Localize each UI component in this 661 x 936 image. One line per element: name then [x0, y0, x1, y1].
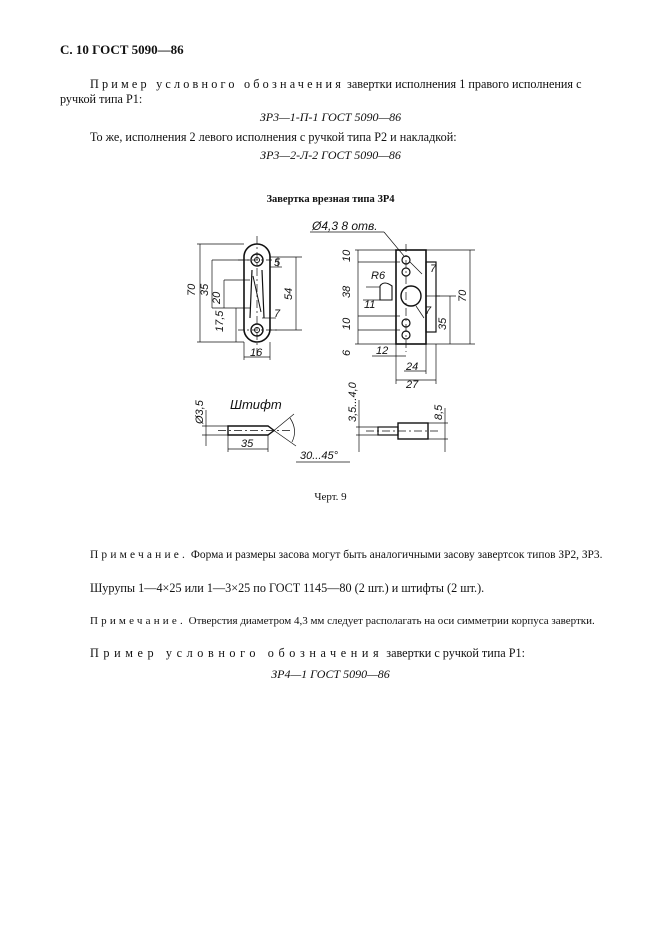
dim-6: 6: [341, 349, 353, 356]
dim-16: 16: [250, 347, 263, 359]
note-label: Примечание.: [90, 549, 189, 561]
example-paragraph-1-line2: ручкой типа Р1:: [60, 92, 143, 106]
spaced-term: Пример условного обозначения: [90, 77, 344, 91]
dim-35-left: 35: [199, 283, 211, 296]
dim-10-top: 10: [341, 249, 353, 262]
right-view-body: [380, 244, 436, 352]
example-paragraph-1: [90, 77, 581, 92]
designation-1: ЗР3—1-П-1 ГОСТ 5090—86: [259, 110, 402, 124]
dim-35-pin: 35: [241, 438, 254, 450]
dim-8-5: 8,5: [433, 404, 445, 420]
dim-17-5: 17,5: [214, 310, 226, 332]
dim-11: 11: [364, 299, 376, 311]
spaced-term: Пример условного обозначения: [90, 646, 384, 660]
dim-r6: R6: [371, 270, 386, 282]
right-view-dimensions: [310, 232, 475, 384]
hole-label: Ø4,3 8 отв.: [312, 219, 378, 233]
note-text: Форма и размеры засова могут быть аналогичными засову завертсок типов ЗР2, ЗР3.: [188, 549, 603, 561]
dim-12: 12: [376, 345, 389, 357]
dim-3-5-4-0: 3,5...4,0: [347, 382, 359, 422]
dim-70-left: 70: [186, 283, 198, 296]
dim-angle: 30...45°: [300, 450, 339, 462]
note-2: [90, 614, 595, 629]
dim-d3-5: Ø3,5: [194, 400, 206, 424]
note-text: Отверстия диаметром 4,3 мм следует располагать на оси симметрии корпуса завертки.: [185, 615, 595, 627]
note-1: [90, 548, 602, 563]
left-view-body: [238, 236, 280, 356]
dim-5: 5: [274, 257, 281, 269]
example-paragraph-2: То же, исполнения 2 левого исполнения с ручкой типа Р2 и накладкой:: [90, 130, 457, 144]
dim-7-lower: 7: [425, 305, 432, 317]
figure-caption: Завертка врезная типа ЗР4: [266, 194, 395, 205]
paragraph-text: завертки исполнения 1 правого исполнения с: [344, 77, 582, 91]
designation-3: ЗР4—1 ГОСТ 5090—86: [271, 667, 390, 681]
figure-number: Черт. 9: [314, 491, 347, 503]
dim-24: 24: [406, 361, 419, 373]
note-label: Примечание.: [90, 615, 186, 627]
paragraph-text: завертки с ручкой типа Р1:: [383, 646, 525, 660]
dim-38: 38: [341, 285, 353, 298]
dim-10-bottom: 10: [341, 317, 353, 330]
designation-2: ЗР3—2-Л-2 ГОСТ 5090—86: [260, 148, 401, 162]
page-header: С. 10 ГОСТ 5090—86: [60, 42, 184, 57]
dim-35-right: 35: [437, 317, 449, 330]
example-paragraph-3: [90, 646, 525, 661]
screws-line: Шурупы 1—4×25 или 1—3×25 по ГОСТ 1145—80 (2 шт.) и штифты (2 шт.).: [90, 581, 485, 595]
dim-54: 54: [283, 287, 295, 300]
dim-20: 20: [211, 291, 223, 304]
dim-70-right: 70: [457, 289, 469, 302]
technical-drawing: [0, 210, 661, 480]
dim-7-upper: 7: [430, 263, 437, 275]
dim-7-left: 7: [274, 308, 281, 320]
dim-27: 27: [406, 379, 419, 391]
pin-label: Штифт: [230, 397, 282, 412]
